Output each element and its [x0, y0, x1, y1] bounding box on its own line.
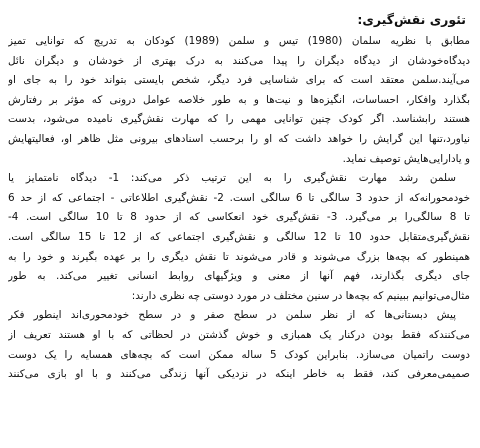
text-line: می‌کنندکه فقط بودن درکنار یک همبازی و خوش گذشتن در لحظاتی که با او هستند تعریف از: [8, 328, 470, 341]
text-line: هستند رابشناسد. اگر کودک چنین توانایی مهمی را که مهارت نقش‌گیری نامیده می‌شود، بدست: [8, 113, 470, 126]
paragraph-2: [8, 169, 470, 306]
text-line: سلمن رشد مهارت نقش‌گیری را به این ترتیب ذکر می‌کند: 1- دیدگاه نامتمایز یا: [8, 172, 456, 185]
text-line: نقش‌گیری‌متقابل حدود 10 تا 12 سالگی و نقش‌گیری اجتماعی که از 12 تا 15 سالگی است.: [8, 230, 470, 243]
text-line: و یادارایی‌هایش توصیف نماید.: [342, 152, 470, 165]
text-line: جای دیگری بگذارند، فهم آنها از معنی و ویژگیهای روابط انسانی تغییر می‌کند. به طور: [8, 270, 470, 283]
text-line: همینطور که بچه‌ها بزرگ می‌شوند و قادر می‌شوند تا نقش دیگری را بر عهده بگیرند و خود را به: [8, 250, 470, 263]
section-heading: تئوری نقش‌گیری:: [357, 12, 466, 27]
paragraph-3: [8, 306, 470, 384]
paragraph-1: [8, 32, 470, 169]
text-line: نیاورد،تنها این گرایش را خواهد داشت که او را برحسب اسنادهای بیرونی مثل ظاهر او، فعالیتهایش: [8, 132, 470, 145]
text-line: خودمحورانه‌که از حدود 3 سالگی تا 6 سالگی است. 2- نقش‌گیری اطلاعاتی - اجتماعی که از حد 6: [8, 191, 470, 204]
text-line: دوست راتمیان می‌سازد. بنابراین کودک 5 ساله ممکن است که بچه‌های همسایه را یک دوست: [8, 348, 470, 361]
text-line: بگذارد وافکار، احساسات، انگیزه‌ها و نیت‌ها و به طور خلاصه عوامل درونی که مؤثر بر رفتارش: [8, 93, 470, 106]
text-line: تا 8 سالگی‌را بر می‌گیرد. 3- نقش‌گیری خود انعکاسی که از حدود 8 تا 10 سالگی است. 4-: [8, 211, 470, 224]
text-line: مثال‌می‌توانیم ببینیم که بچه‌ها در سنین مختلف در مورد دوستی چه نظری دارند:: [131, 289, 470, 302]
text-line: صمیمی‌معرفی کند، فقط به خاطر اینکه در نزدیکی آنها زندگی می‌کنند و با او بازی می‌کنند: [8, 368, 470, 381]
text-line: دیدگاه‌خودشان از دیدگاه دیگران را پیدا می‌کنند به درک بهتری از خودشان و دیگران نائل: [8, 54, 470, 67]
text-line: مطابق با نظریه سلمان (1980) تیس و سلمن (1989) کودکان به تدریج که توانایی تمیز: [8, 35, 470, 47]
text-line: می‌آیند.سلمن معتقد است که برای شناسایی فرد دیگر، شخص بایستی بتواند خود را به جای او: [8, 74, 470, 87]
text-line: پیش دبستانی‌ها که از نظر سلمن در سطح صفر و در سطح خودمحوری‌اند اینطور فکر: [8, 309, 456, 322]
